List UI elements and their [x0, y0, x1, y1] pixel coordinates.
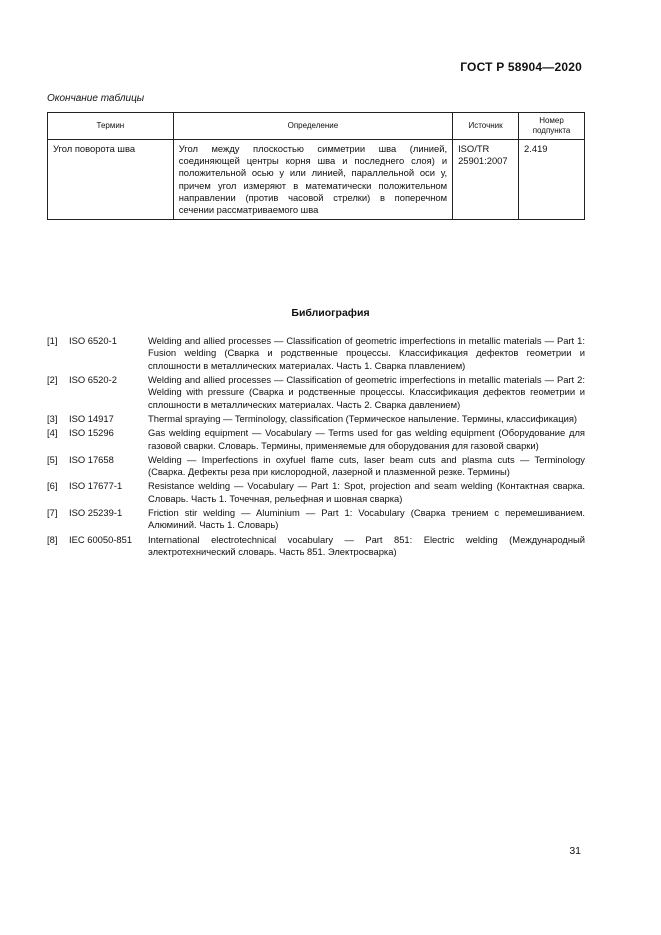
entry-text: Welding and allied processes — Classification of geometric imperfections in metallic materials — Part 1: Fusion welding (Сварка и родственные процессы. Классификация дефектов геометрии и сплошности в металлических материалах. Часть 1. Сварка плавлением)	[148, 335, 585, 371]
entry-code: IEC 60050-851	[69, 533, 133, 545]
entry-code: ISO 25239-1	[69, 507, 123, 519]
entry-code: ISO 17658	[69, 453, 114, 465]
entry-number: [8]	[47, 533, 58, 545]
entry-text: Resistance welding — Vocabulary — Part 1: Spot, projection and seam welding (Контактная сварка. Словарь. Часть 1. Точечная, рельефная и шовная сварка)	[148, 480, 585, 504]
entry-number: [2]	[47, 374, 58, 386]
entry-number: [3]	[47, 413, 58, 425]
entry-code: ISO 6520-2	[69, 374, 117, 386]
term-cell: Угол поворота шва	[48, 140, 174, 220]
column-header-definition: Определение	[173, 113, 452, 140]
entry-text: Gas welding equipment — Vocabulary — Terms used for gas welding equipment (Оборудование для газовой сварки. Словарь. Термины, применяемые для оборудования для газовой сварки)	[148, 427, 585, 451]
bibliography-title: Библиография	[291, 307, 370, 319]
definition-cell: Угол между плоскостью симметрии шва (линией, соединяющей центры корня шва и последнего слоя) и положительной осью у или линией, параллельной оси у, причем угол измеряют в математически положительном направлении (против часовой стрелки) в поперечном сечении рассматриваемого шва	[173, 140, 452, 220]
bibliography-list	[47, 335, 585, 560]
standard-designation: ГОСТ Р 58904—2020	[460, 60, 582, 74]
entry-number: [7]	[47, 507, 58, 519]
terms-table	[47, 112, 585, 220]
bibliography-entry	[47, 454, 585, 479]
bibliography-entry	[47, 413, 585, 425]
entry-number: [6]	[47, 480, 58, 492]
table-row	[48, 140, 585, 220]
entry-code: ISO 17677-1	[69, 480, 123, 492]
column-header-source: Источник	[453, 113, 519, 140]
entry-number: [1]	[47, 335, 58, 346]
clause-cell: 2.419	[519, 140, 585, 220]
entry-text: International electrotechnical vocabulary — Part 851: Electric welding (Международный электротехнический словарь. Часть 851. Электросварка)	[148, 533, 585, 558]
bibliography-entry	[47, 534, 585, 559]
column-header-clause: Номер подпункта	[519, 113, 585, 140]
bibliography-entry	[47, 507, 585, 532]
bibliography-entry	[47, 374, 585, 411]
entry-text: Welding and allied processes — Classification of geometric imperfections in metallic materials — Part 2: Welding with pressure (Сварка и родственные процессы. Классификация дефектов геометрии и сплошности в металлических материалах. Часть 2. Сварка давлением)	[148, 374, 585, 410]
source-cell: ISO/TR 25901:2007	[453, 140, 519, 220]
entry-code: ISO 15296	[69, 427, 114, 439]
table-caption: Окончание таблицы	[47, 93, 145, 104]
entry-code: ISO 6520-1	[69, 335, 117, 346]
column-header-term: Термин	[48, 113, 174, 140]
entry-number: [4]	[47, 427, 58, 439]
entry-text: Thermal spraying — Terminology, classification (Термическое напыление. Термины, классификация)	[148, 413, 578, 425]
bibliography-entry	[47, 427, 585, 452]
entry-code: ISO 14917	[69, 413, 114, 425]
entry-text: Friction stir welding — Aluminium — Part 1: Vocabulary (Сварка трением с перемешиванием. Алюминий. Часть 1. Словарь)	[148, 507, 585, 531]
table-header-row	[48, 113, 585, 140]
page-number: 31	[569, 845, 581, 857]
entry-text: Welding — Imperfections in oxyfuel flame cuts, laser beam cuts and plasma cuts — Terminology (Сварка. Дефекты реза при кислородной, лазерной и плазменной резке. Термины)	[148, 453, 585, 478]
entry-number: [5]	[47, 453, 58, 465]
bibliography-entry	[47, 480, 585, 505]
bibliography-entry	[47, 335, 585, 372]
